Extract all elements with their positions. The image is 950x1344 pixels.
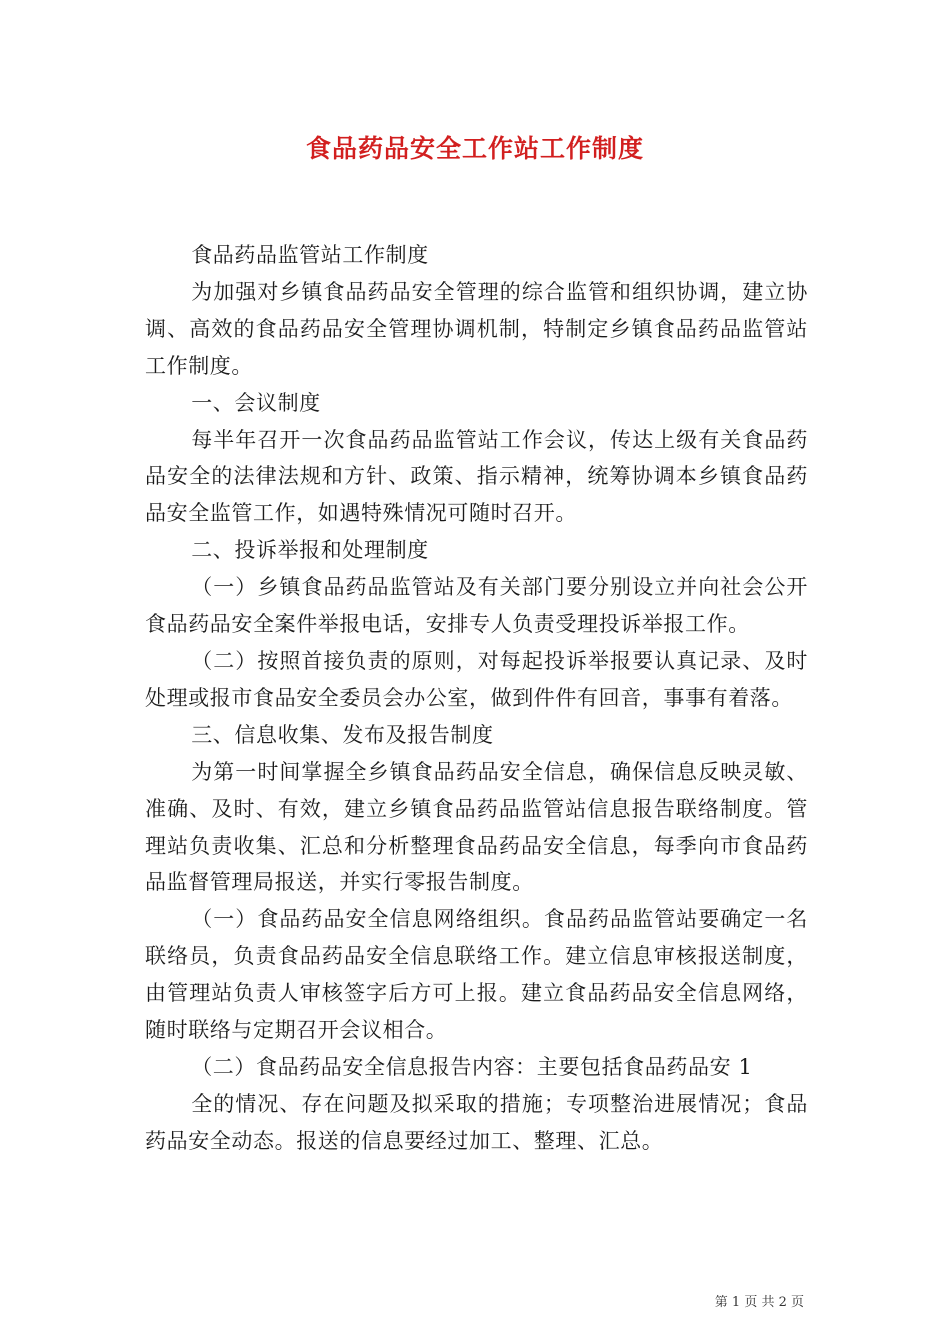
section-heading: 三、信息收集、发布及报告制度 <box>191 722 494 747</box>
paragraph: （二）按照首接负责的原则，对每起投诉举报要认真记录、及时处理或报市食品安全委员会办公室，做到件件有回音，事事有着落。 <box>145 648 808 710</box>
document-body <box>145 237 808 1160</box>
section-heading: 食品药品监管站工作制度 <box>191 243 429 267</box>
paragraph: 为第一时间掌握全乡镇食品药品安全信息，确保信息反映灵敏、准确、及时、有效，建立乡镇食品药品监管站信息报告联络制度。管理站负责收集、汇总和分析整理食品药品安全信息，每季向市食品药品监督管理局报送，并实行零报告制度。 <box>145 759 808 895</box>
document-title: 食品药品安全工作站工作制度 <box>305 134 644 163</box>
paragraph: 为加强对乡镇食品药品安全管理的综合监管和组织协调，建立协调、高效的食品药品安全管理协调机制，特制定乡镇食品药品监管站工作制度。 <box>145 279 808 378</box>
paragraph: （二）食品药品安全信息报告内容：主要包括食品药品安 1 <box>191 1054 753 1079</box>
paragraph: 全的情况、存在问题及拟采取的措施；专项整治进展情况；食品药品安全动态。报送的信息要经过加工、整理、汇总。 <box>145 1091 808 1153</box>
section-heading: 一、会议制度 <box>191 390 321 415</box>
paragraph: 每半年召开一次食品药品监管站工作会议，传达上级有关食品药品安全的法律法规和方针、政策、指示精神，统筹协调本乡镇食品药品安全监管工作，如遇特殊情况可随时召开。 <box>145 427 808 526</box>
paragraph: （一）食品药品安全信息网络组织。食品药品监管站要确定一名联络员，负责食品药品安全信息联络工作。建立信息审核报送制度，由管理站负责人审核签字后方可上报。建立食品药品安全信息网络，随时联络与定期召开会议相合。 <box>145 907 808 1043</box>
paragraph: （一）乡镇食品药品监管站及有关部门要分别设立并向社会公开食品药品安全案件举报电话，安排专人负责受理投诉举报工作。 <box>145 575 808 637</box>
page-number: 第 1 页 共 2 页 <box>714 1295 804 1310</box>
section-heading: 二、投诉举报和处理制度 <box>191 538 429 563</box>
